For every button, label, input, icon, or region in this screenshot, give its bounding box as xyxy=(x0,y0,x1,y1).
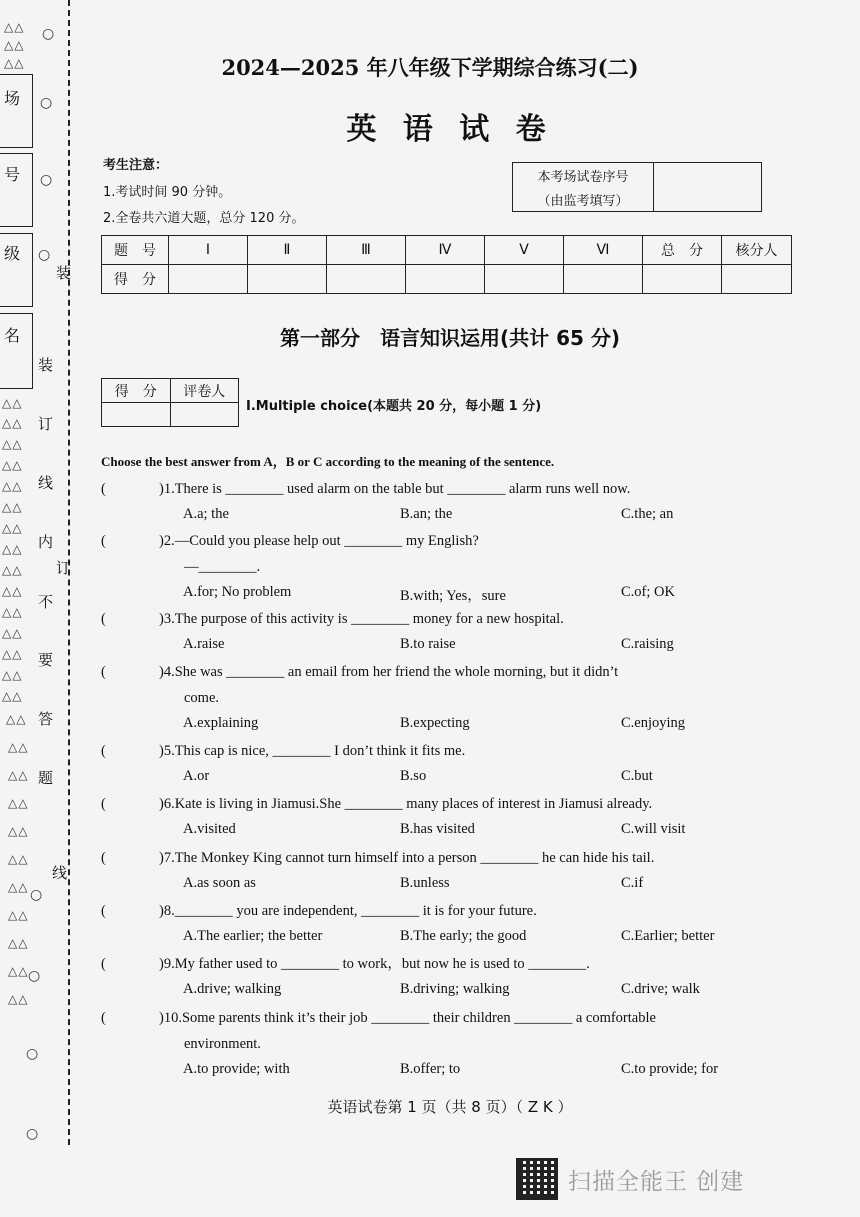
triangle-marks: △△ xyxy=(2,563,23,577)
part-title: 第一部分 语言知识运用(共计 65 分) xyxy=(279,326,621,350)
triangle-marks: △△ xyxy=(2,668,23,682)
option-a: A.or xyxy=(183,768,210,784)
triangle-marks: △△ xyxy=(2,500,23,514)
score-cell[interactable] xyxy=(643,265,722,294)
score-header-cell: Ⅴ xyxy=(485,236,564,265)
option-c: C.to provide; for xyxy=(621,1061,719,1077)
option-a: A.a; the xyxy=(183,506,229,522)
binding-hole-icon: ○ xyxy=(40,95,53,111)
answer-bracket[interactable]: ( xyxy=(101,481,106,497)
grader-header: 评卷人 xyxy=(170,379,239,403)
field-label-name: 名 xyxy=(4,326,21,345)
question-stem: )1.There is ________ used alarm on the table but ________ alarm runs well now. xyxy=(159,481,631,497)
option-a: A.explaining xyxy=(183,715,259,731)
triangle-marks: △△ xyxy=(2,458,23,472)
option-c: C.enjoying xyxy=(621,715,686,731)
option-c: C.raising xyxy=(621,636,674,652)
triangle-marks: △△ xyxy=(4,38,25,52)
score-header-cell: 核分人 xyxy=(722,236,792,265)
score-cell[interactable] xyxy=(722,265,792,294)
triangle-marks: △△ xyxy=(8,740,29,754)
triangle-marks: △△ xyxy=(8,964,29,978)
option-a: A.to provide; with xyxy=(183,1061,290,1077)
option-c: C.but xyxy=(621,768,653,784)
option-b: B.has visited xyxy=(400,821,475,837)
triangle-marks: △△ xyxy=(2,479,23,493)
binding-char: 装 xyxy=(38,356,54,374)
triangle-marks: △△ xyxy=(8,796,29,810)
binding-hole-icon: ○ xyxy=(26,1126,39,1142)
option-b: B.expecting xyxy=(400,715,470,731)
triangle-marks: △△ xyxy=(2,396,23,410)
answer-bracket[interactable]: ( xyxy=(101,796,106,812)
question-stem: )5.This cap is nice, ________ I don’t think it fits me. xyxy=(159,743,466,759)
binding-char: 订 xyxy=(56,559,72,577)
option-b: B.so xyxy=(400,768,427,784)
grader-score-cell[interactable] xyxy=(102,403,171,427)
grader-name-cell[interactable] xyxy=(170,403,239,427)
binding-char: 线 xyxy=(38,474,54,492)
binding-hole-icon: ○ xyxy=(30,887,43,903)
answer-bracket[interactable]: ( xyxy=(101,903,106,919)
answer-bracket[interactable]: ( xyxy=(101,850,106,866)
triangle-marks: △△ xyxy=(8,768,29,782)
triangle-marks: △△ xyxy=(2,584,23,598)
option-b: B.to raise xyxy=(400,636,456,652)
notice-heading: 考生注意： xyxy=(103,158,169,173)
triangle-marks: △△ xyxy=(2,416,23,430)
triangle-marks: △△ xyxy=(8,824,29,838)
notice-item: 1.考试时间 90 分钟。 xyxy=(103,185,232,200)
score-header-cell: Ⅲ xyxy=(327,236,406,265)
option-a: A.raise xyxy=(183,636,225,652)
score-header-cell: 题 号 xyxy=(102,236,169,265)
binding-char: 内 xyxy=(38,533,54,551)
binding-char: 题 xyxy=(38,769,54,787)
section-title: Ⅰ.Multiple choice(本题共 20 分，每小题 1 分) xyxy=(246,399,542,414)
question-stem: )7.The Monkey King cannot turn himself into a person ________ he can hide his tail. xyxy=(159,850,655,866)
option-b: B.offer; to xyxy=(400,1061,461,1077)
triangle-marks: △△ xyxy=(2,437,23,451)
subject-title: 英 语 试 卷 xyxy=(346,112,554,147)
option-b: B.with; Yes，sure xyxy=(400,588,506,604)
triangle-marks: △△ xyxy=(2,605,23,619)
option-b: B.The early; the good xyxy=(400,928,527,944)
binding-hole-icon: ○ xyxy=(38,247,51,263)
triangle-marks: △△ xyxy=(8,852,29,866)
option-c: C.if xyxy=(621,875,644,891)
answer-bracket[interactable]: ( xyxy=(101,664,106,680)
serial-number-box xyxy=(512,162,762,212)
answer-bracket[interactable]: ( xyxy=(101,611,106,627)
option-a: A.as soon as xyxy=(183,875,256,891)
option-c: C.will visit xyxy=(621,821,686,837)
triangle-marks: △△ xyxy=(8,936,29,950)
question-stem: )9.My father used to ________ to work，but now he is used to ________. xyxy=(159,956,590,972)
score-cell[interactable] xyxy=(327,265,406,294)
binding-char: 装 xyxy=(56,264,72,282)
option-c: C.the; an xyxy=(621,506,674,522)
notice-item: 2.全卷共六道大题，总分 120 分。 xyxy=(103,211,305,226)
binding-hole-icon: ○ xyxy=(28,968,41,984)
qr-code-icon xyxy=(516,1158,558,1200)
score-cell[interactable] xyxy=(406,265,485,294)
option-c: C.drive; walk xyxy=(621,981,700,997)
triangle-marks: △△ xyxy=(2,626,23,640)
binding-char: 订 xyxy=(38,415,54,433)
triangle-marks: △△ xyxy=(2,521,23,535)
score-header-cell: Ⅵ xyxy=(564,236,643,265)
field-label-class: 级 xyxy=(4,244,21,263)
option-a: A.drive; walking xyxy=(183,981,282,997)
option-a: A.for; No problem xyxy=(183,584,292,600)
exam-title: 2024—2025 年八年级下学期综合练习(二) xyxy=(221,55,639,80)
answer-bracket[interactable]: ( xyxy=(101,533,106,549)
score-row-label: 得 分 xyxy=(102,265,169,294)
question-stem: )8.________ you are independent, ________ it is for your future. xyxy=(159,903,537,919)
option-b: B.unless xyxy=(400,875,450,891)
field-label-room: 场 xyxy=(4,89,21,108)
score-header-cell: Ⅱ xyxy=(248,236,327,265)
score-header-cell: 总 分 xyxy=(643,236,722,265)
triangle-marks: △△ xyxy=(8,880,29,894)
score-cell[interactable] xyxy=(564,265,643,294)
option-c: C.of; OK xyxy=(621,584,675,600)
triangle-marks: △△ xyxy=(6,712,27,726)
serial-sublabel: （由监考填写） xyxy=(513,187,654,212)
option-b: B.driving; walking xyxy=(400,981,510,997)
binding-char: 线 xyxy=(52,864,68,882)
triangle-marks: △△ xyxy=(2,542,23,556)
question-stem-continued: come. xyxy=(184,690,220,706)
question-stem: )3.The purpose of this activity is ________ money for a new hospital. xyxy=(159,611,564,627)
triangle-marks: △△ xyxy=(2,689,23,703)
answer-bracket[interactable]: ( xyxy=(101,956,106,972)
binding-char: 要 xyxy=(38,651,54,669)
binding-hole-icon: ○ xyxy=(42,26,55,42)
triangle-marks: △△ xyxy=(2,647,23,661)
grader-header: 得 分 xyxy=(102,379,171,403)
question-stem: )4.She was ________ an email from her friend the whole morning, but it didn’t xyxy=(159,664,619,680)
binding-hole-icon: ○ xyxy=(26,1046,39,1062)
score-cell[interactable] xyxy=(485,265,564,294)
question-stem-continued: —________. xyxy=(184,559,261,575)
triangle-marks: △△ xyxy=(8,992,29,1006)
score-header-cell: Ⅰ xyxy=(169,236,248,265)
score-table xyxy=(101,235,792,294)
serial-label: 本考场试卷序号 xyxy=(513,163,654,188)
option-a: A.The earlier; the better xyxy=(183,928,323,944)
binding-char: 不 xyxy=(38,593,54,611)
score-cell[interactable] xyxy=(248,265,327,294)
question-stem: )2.—Could you please help out ________ my English? xyxy=(159,533,479,549)
grader-box xyxy=(101,378,239,427)
binding-char: 答 xyxy=(38,710,54,728)
triangle-marks: △△ xyxy=(4,56,25,70)
instruction: Choose the best answer from A，B or C according to the meaning of the sentence. xyxy=(101,454,555,469)
triangle-marks: △△ xyxy=(4,20,25,34)
page-footer: 英语试卷第 1 页（共 8 页）（ Z K ） xyxy=(327,1098,573,1116)
watermark-text: 扫描全能王 创建 xyxy=(568,1168,745,1195)
binding-hole-icon: ○ xyxy=(40,172,53,188)
triangle-marks: △△ xyxy=(8,908,29,922)
answer-bracket[interactable]: ( xyxy=(101,1010,106,1026)
serial-input[interactable] xyxy=(654,163,762,212)
scanner-watermark xyxy=(516,1158,744,1200)
option-a: A.visited xyxy=(183,821,236,837)
score-header-cell: Ⅳ xyxy=(406,236,485,265)
answer-bracket[interactable]: ( xyxy=(101,743,106,759)
score-cell[interactable] xyxy=(169,265,248,294)
question-stem-continued: environment. xyxy=(184,1036,261,1052)
option-b: B.an; the xyxy=(400,506,453,522)
question-stem: )10.Some parents think it’s their job ________ their children ________ a comfortable xyxy=(159,1010,656,1026)
field-label-number: 号 xyxy=(4,165,21,184)
option-c: C.Earlier; better xyxy=(621,928,715,944)
question-stem: )6.Kate is living in Jiamusi.She ________ many places of interest in Jiamusi already. xyxy=(159,796,653,812)
